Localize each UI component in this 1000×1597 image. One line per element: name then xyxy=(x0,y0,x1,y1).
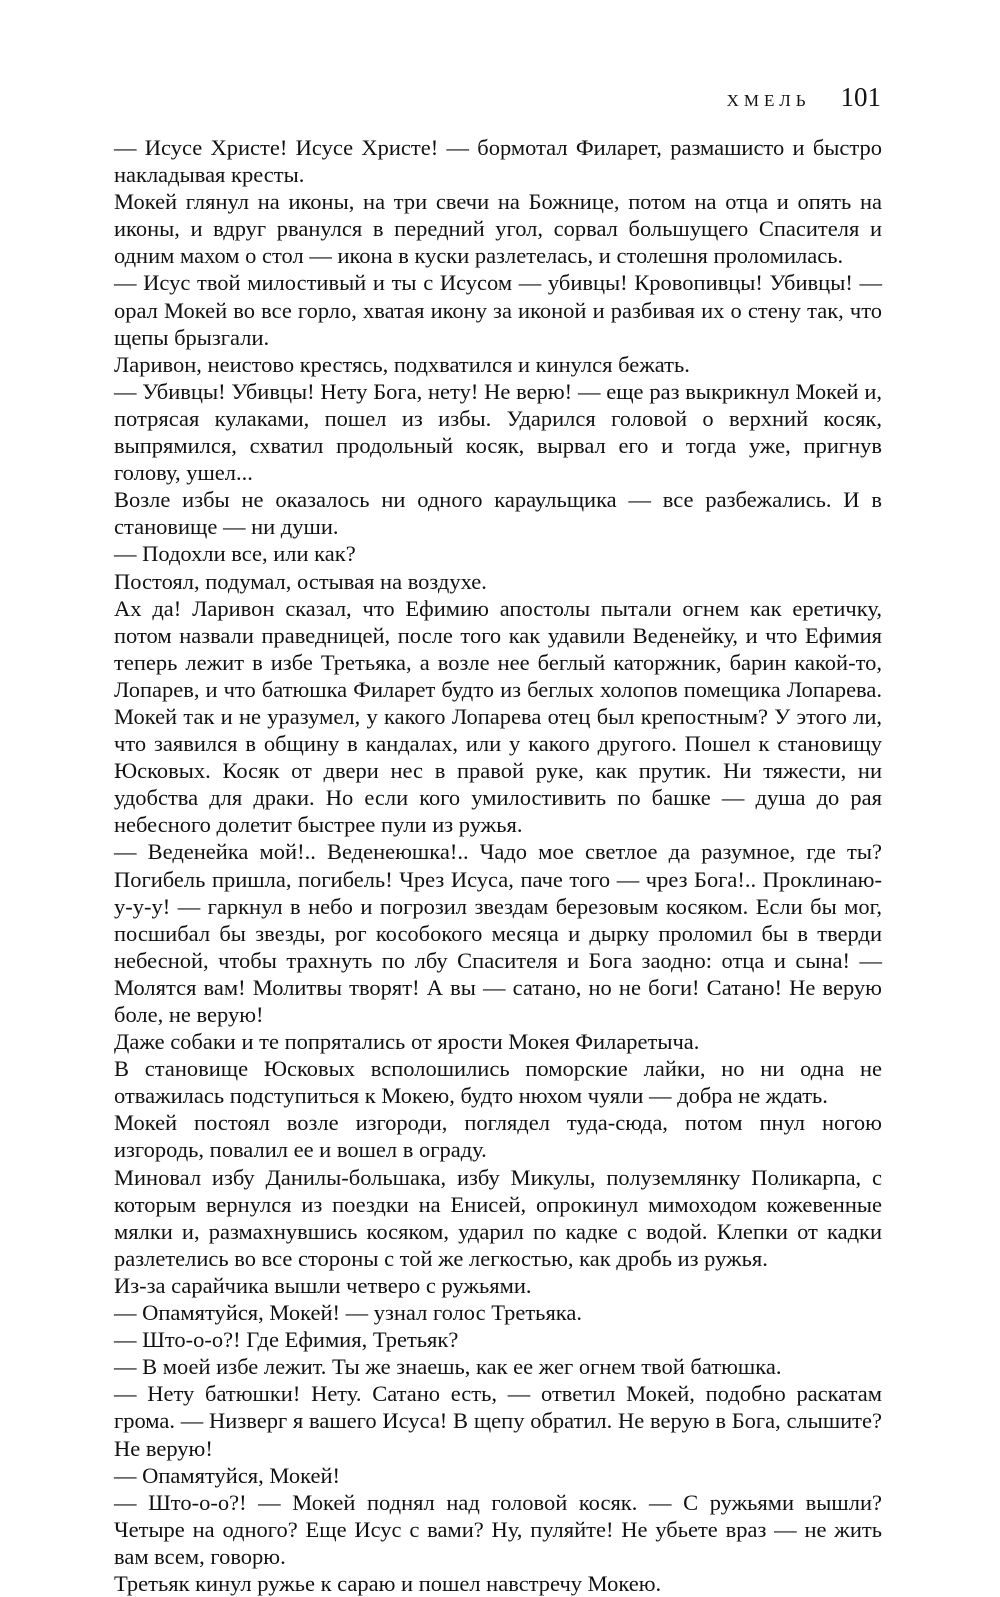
paragraph: Постоял, подумал, остывая на воздухе. xyxy=(114,568,487,594)
paragraph: Даже собаки и те попрятались от ярости Мокея Филаретыча. xyxy=(114,1029,700,1055)
paragraph: — Нету батюшки! Нету. Сатано есть, — ответил Мокей, подобно раскатам грома. — Низверг я вашего Исуса! В щепу обратил. Не верую в Бога, слышите? Не верую! xyxy=(114,1381,882,1461)
paragraph: Ах да! Ларивон сказал, что Ефимию апостолы пытали огнем как еретичку, потом назвали праведницей, после того как удавили Веденейку, и что Ефимия теперь лежит в избе Третьяка, а возле нее беглый каторжник, барин какой-то, Лопарев, и что батюшка Филарет будто из беглых холопов помещика Лопарева. Мокей так и не уразумел, у какого Лопарева отец был крепостным? У этого ли, что заявился в общину в кандалах, или у какого другого. Пошел к становищу Юсковых. Косяк от двери нес в правой руке, как прутик. Ни тяжести, ни удобства для драки. Но если кого умилостивить по башке — душа до рая небесного долетит быстрее пули из ружья. xyxy=(114,595,882,838)
paragraph: — Подохли все, или как? xyxy=(114,541,356,567)
paragraph: — Веденейка мой!.. Веденеюшка!.. Чадо мое светлое да разумное, где ты? Погибель пришла, погибель! Чрез Исуса, паче того — чрез Бога!.. Проклинаю-у-у-у! — гаркнул в небо и погрозил звездам березовым косяком. Если бы мог, посшибал бы звезды, рог кособокого месяца и дырку проломил бы в тверди небесной, чтобы трахнуть по лбу Спасителя и Бога заодно: отца и сына! — Молятся вам! Молитвы творят! А вы — сатано, но не боги! Сатано! Не верую боле, не верую! xyxy=(114,839,882,1027)
paragraph: — В моей избе лежит. Ты же знаешь, как ее жег огнем твой батюшка. xyxy=(114,1354,782,1380)
body-text xyxy=(114,134,882,1597)
page-number: 101 xyxy=(840,82,881,112)
paragraph: — Што-о-о?! Где Ефимия, Третьяк? xyxy=(114,1327,459,1353)
paragraph: — Што-о-о?! — Мокей поднял над головой косяк. — С ружьями вышли? Четыре на одного? Еще Исус с вами? Ну, пуляйте! Не убьете враз — не жить вам всем, говорю. xyxy=(114,1489,882,1569)
paragraph: Ларивон, неистово крестясь, подхватился и кинулся бежать. xyxy=(114,351,690,377)
paragraph: Из-за сарайчика вышли четверо с ружьями. xyxy=(114,1272,532,1298)
paragraph: Мокей постоял возле изгороди, поглядел туда-сюда, потом пнул ногою изгородь, повалил ее и вошел в ограду. xyxy=(114,1110,882,1163)
paragraph: Миновал избу Данилы-большака, избу Микулы, полуземлянку Поликарпа, с которым вернулся из поездки на Енисей, опрокинул мимоходом кожевенные мялки и, размахнувшись косяком, ударил по кадке с водой. Клепки от кадки разлетелись во все стороны с той же легкостью, как дробь из ружья. xyxy=(114,1164,882,1271)
paragraph: — Убивцы! Убивцы! Нету Бога, нету! Не верю! — еще раз выкрикнул Мокей и, потрясая кулаками, пошел из избы. Ударился головой о верхний косяк, выпрямился, схватил продольный косяк, вырвал его и тогда уже, пригнув голову, ушел... xyxy=(114,378,882,486)
running-title: ХМЕЛЬ xyxy=(726,91,811,110)
paragraph: Мокей глянул на иконы, на три свечи на Божнице, потом на отца и опять на иконы, и вдруг рванулся в передний угол, сорвал большущего Спасителя и одним махом о стол — икона в куски разлетелась, и столешня проломилась. xyxy=(114,189,882,269)
paragraph: Возле избы не оказалось ни одного караульщика — все разбежались. И в становище — ни души. xyxy=(114,487,882,540)
paragraph: Третьяк кинул ружье к сараю и пошел навстречу Мокею. xyxy=(114,1570,662,1596)
paragraph: — Исусе Христе! Исусе Христе! — бормотал Филарет, размашисто и быстро накладывая кресты. xyxy=(114,135,882,188)
running-head xyxy=(727,82,881,118)
paragraph: — Исус твой милостивый и ты с Исусом — убивцы! Кровопивцы! Убивцы! — орал Мокей во все горло, хватая икону за иконой и разбивая их о стену так, что щепы брызгали. xyxy=(114,270,882,350)
paragraph: — Опамятуйся, Мокей! xyxy=(114,1462,340,1488)
paragraph: В становище Юсковых всполошились поморские лайки, но ни одна не отважилась подступиться к Мокею, будто нюхом чуяли — добра не ждать. xyxy=(114,1056,882,1109)
paragraph: — Опамятуйся, Мокей! — узнал голос Третьяка. xyxy=(114,1300,582,1326)
